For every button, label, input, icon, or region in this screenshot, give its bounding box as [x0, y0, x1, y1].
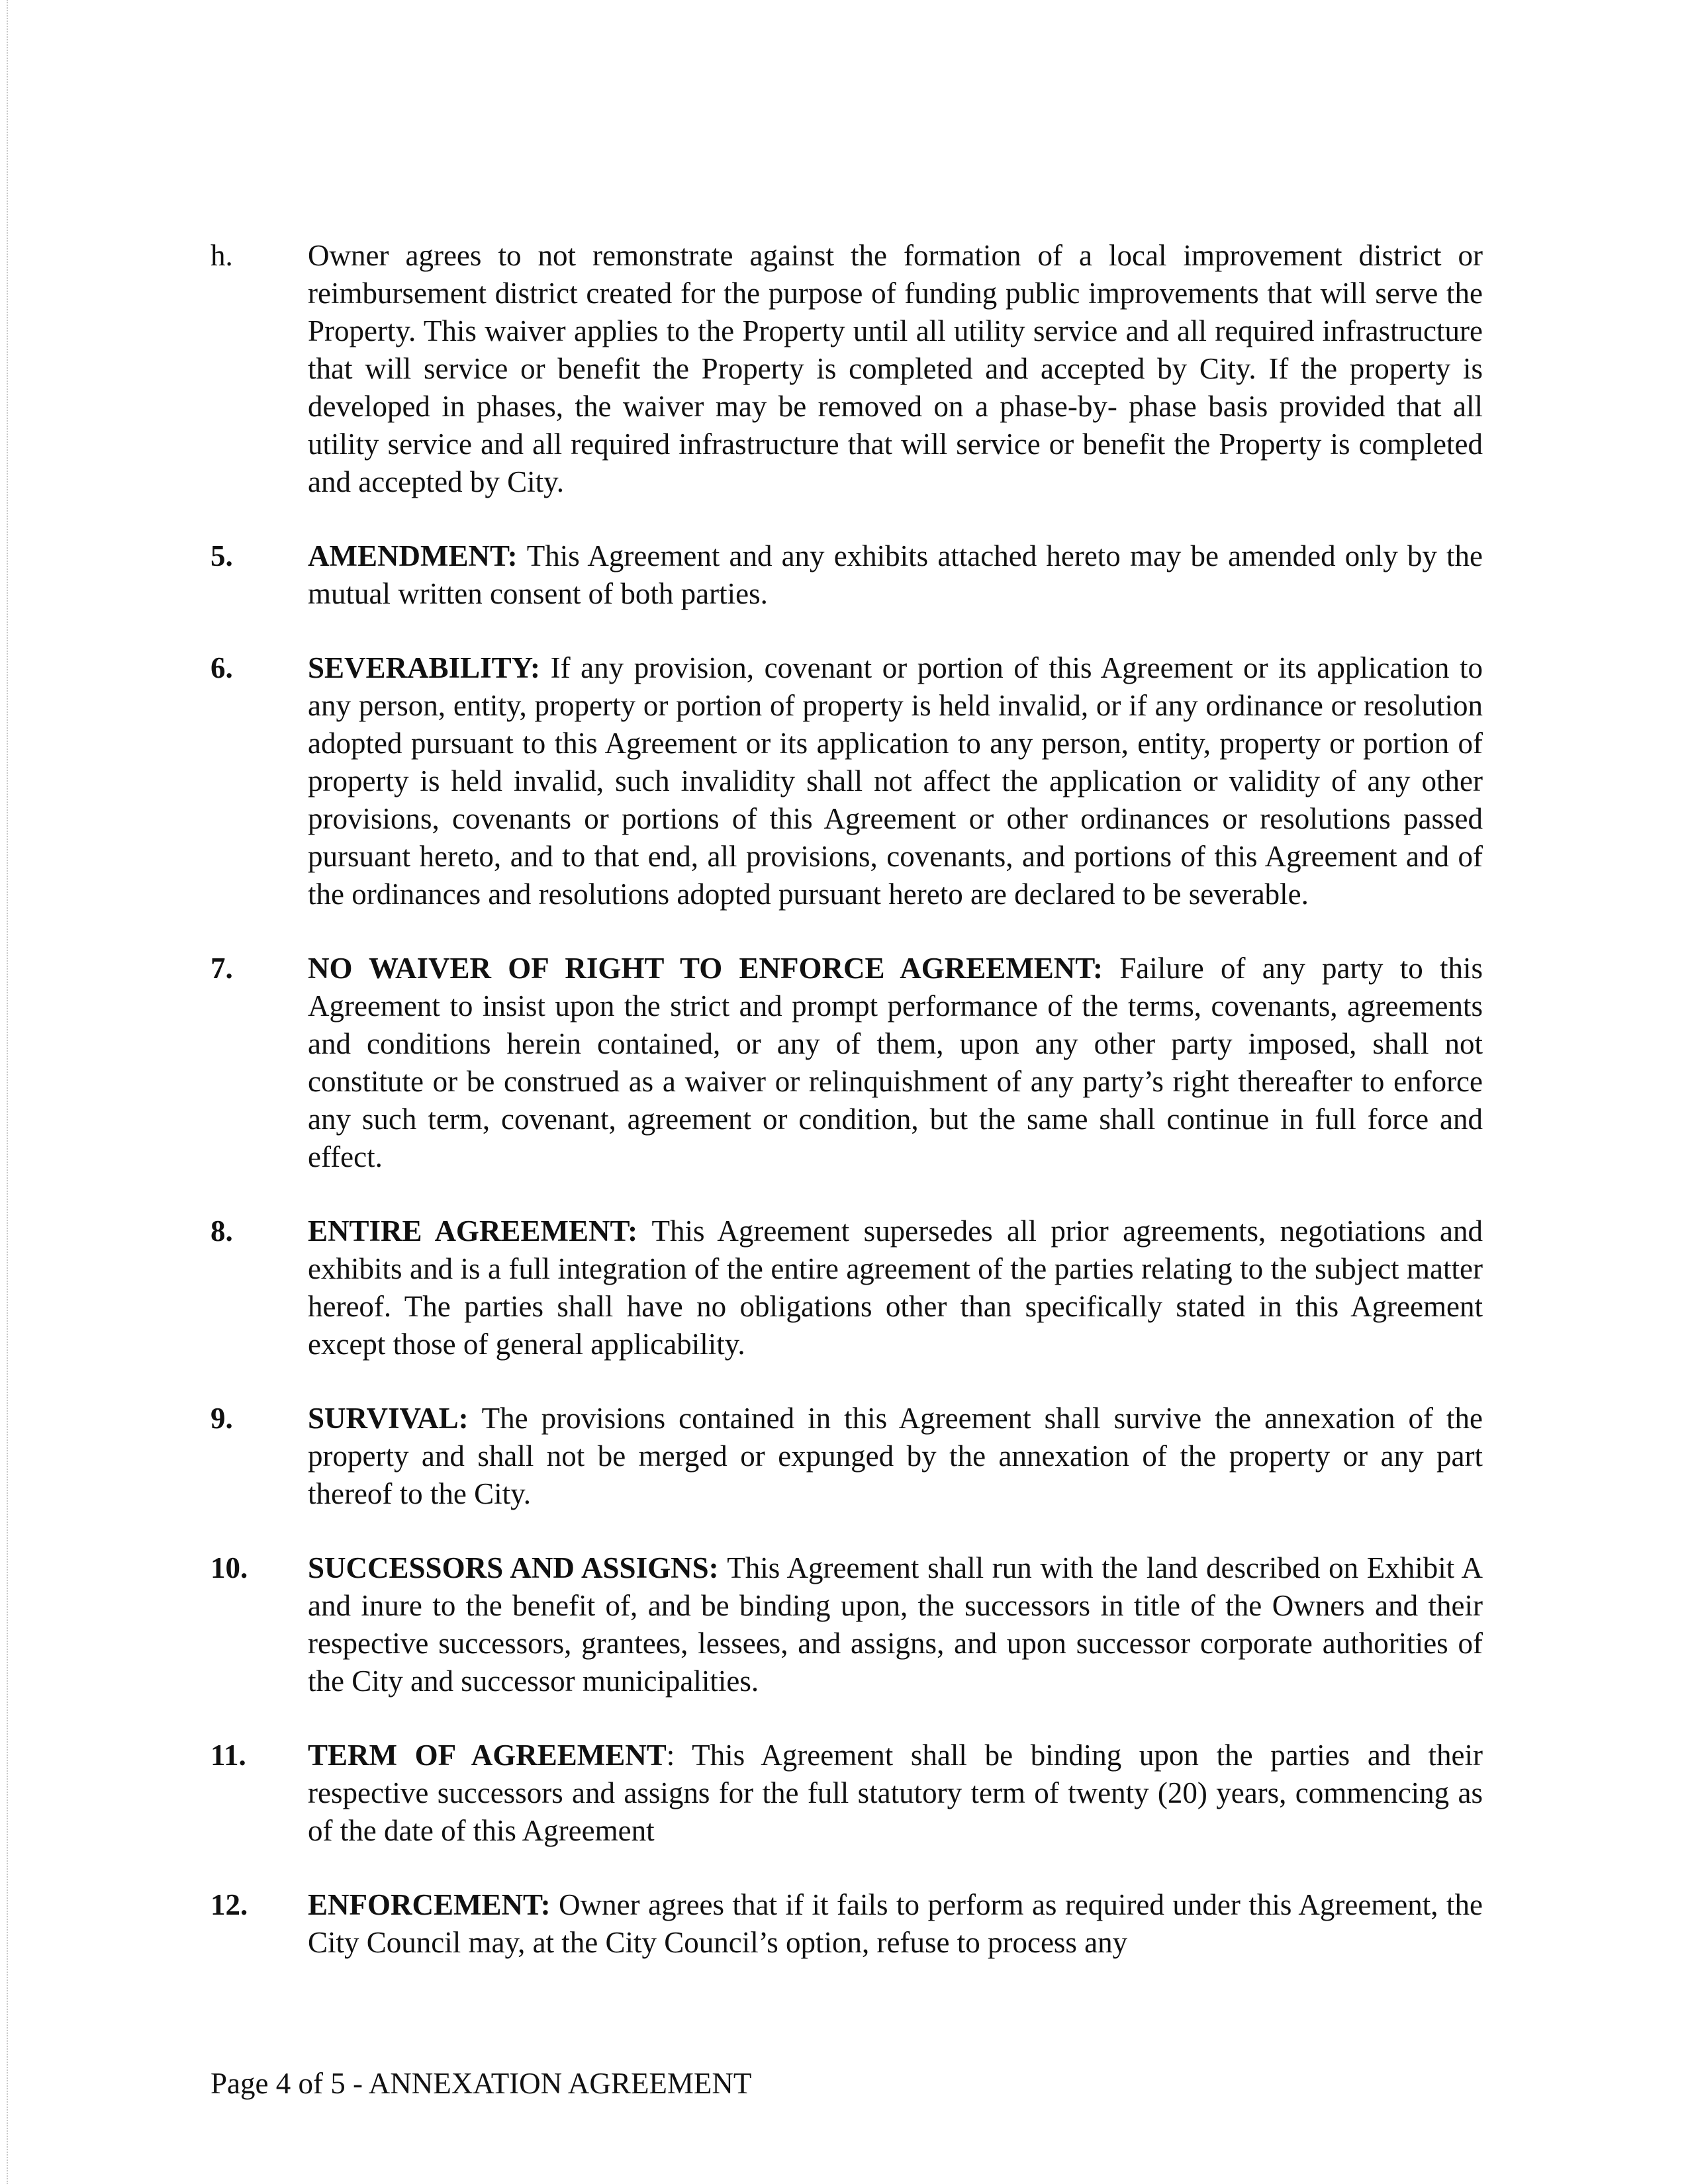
section-heading: SEVERABILITY: — [308, 651, 551, 684]
section-number: 11. — [211, 1739, 246, 1772]
section-text: If any provision, covenant or portion of this Agreement or its application to any person, entity, property or portion of property is held invalid, or if any ordinance or resolution adopted pursuant to this Agreement or its application to any person, entity, property or portion of property is held invalid, such invalidity shall not affect the application or validity of any other provisions, covenants or portions of this Agreement or other ordinances or resolutions passed pursuant hereto, and to that end, all provisions, covenants, and portions of this Agreement and of the ordinances and resolutions adopted pursuant hereto are declared to be severable. — [308, 651, 1483, 911]
section-heading: TERM OF AGREEMENT — [308, 1739, 667, 1772]
section-text: This Agreement and any exhibits attached hereto may be amended only by the mutual written consent of both parties. — [308, 539, 1483, 610]
section-heading: SURVIVAL: — [308, 1402, 482, 1435]
section-heading: SUCCESSORS AND ASSIGNS: — [308, 1551, 727, 1584]
section-10-successors — [211, 1549, 1483, 1700]
section-text: Owner agrees that if it fails to perform as required under this Agreement, the City Council may, at the City Council’s option, refuse to process any — [308, 1888, 1483, 1959]
section-text: This Agreement shall run with the land described on Exhibit A and inure to the benefit of, and be binding upon, the successors in title of the Owners and their respective successors, grantees, lessees, and assigns, and upon successor corporate authorities of the City and successor municipalities. — [308, 1551, 1483, 1698]
section-6-severability — [211, 649, 1483, 913]
section-heading: ENTIRE AGREEMENT: — [308, 1214, 652, 1248]
section-text: The provisions contained in this Agreement shall survive the annexation of the property and shall not be merged or expunged by the annexation of the property or any part thereof to the City. — [308, 1402, 1483, 1510]
section-11-term — [211, 1737, 1483, 1850]
section-7-no-waiver — [211, 950, 1483, 1176]
section-9-survival — [211, 1400, 1483, 1513]
section-number: 10. — [211, 1551, 248, 1584]
scan-edge-line — [7, 0, 8, 2184]
section-number: 9. — [211, 1402, 233, 1435]
section-heading: ENFORCEMENT: — [308, 1888, 559, 1921]
section-number: 8. — [211, 1214, 233, 1248]
section-8-entire-agreement — [211, 1212, 1483, 1363]
section-text: Owner agrees to not remonstrate against the formation of a local improvement district or reimbursement district created for the purpose of funding public improvements that will serve the Property. This waiver applies to the Property until all utility service and all required infrastructure that will service or benefit the Property is completed and accepted by City. If the property is developed in phases, the waiver may be removed on a phase-by- phase basis provided that all utility service and all required infrastructure that will service or benefit the Property is completed and accepted by City. — [308, 239, 1483, 498]
section-number: 7. — [211, 952, 233, 985]
section-heading: NO WAIVER OF RIGHT TO ENFORCE AGREEMENT: — [308, 952, 1120, 985]
section-heading: AMENDMENT: — [308, 539, 527, 572]
page-footer: Page 4 of 5 - ANNEXATION AGREEMENT — [211, 2067, 752, 2100]
section-number: 12. — [211, 1888, 248, 1921]
section-number: h. — [211, 239, 233, 272]
section-text: : This Agreement shall be binding upon the parties and their respective successors and assigns for the full statutory term of twenty (20) years, commencing as of the date of this Agreement — [308, 1739, 1483, 1847]
section-number: 6. — [211, 651, 233, 684]
section-number: 5. — [211, 539, 233, 572]
section-5-amendment — [211, 537, 1483, 613]
section-text: This Agreement supersedes all prior agreements, negotiations and exhibits and is a full integration of the entire agreement of the parties relating to the subject matter hereof. The parties shall have no obligations other than specifically stated in this Agreement except those of general applicability. — [308, 1214, 1483, 1361]
agreement-body — [211, 237, 1483, 1998]
section-text: Failure of any party to this Agreement to insist upon the strict and prompt performance of the terms, covenants, agreements and conditions herein contained, or any of them, upon any other party imposed, shall not constitute or be construed as a waiver or relinquishment of any party’s right thereafter to enforce any such term, covenant, agreement or condition, but the same shall continue in full force and effect. — [308, 952, 1483, 1173]
section-h — [211, 237, 1483, 501]
section-12-enforcement — [211, 1886, 1483, 1962]
